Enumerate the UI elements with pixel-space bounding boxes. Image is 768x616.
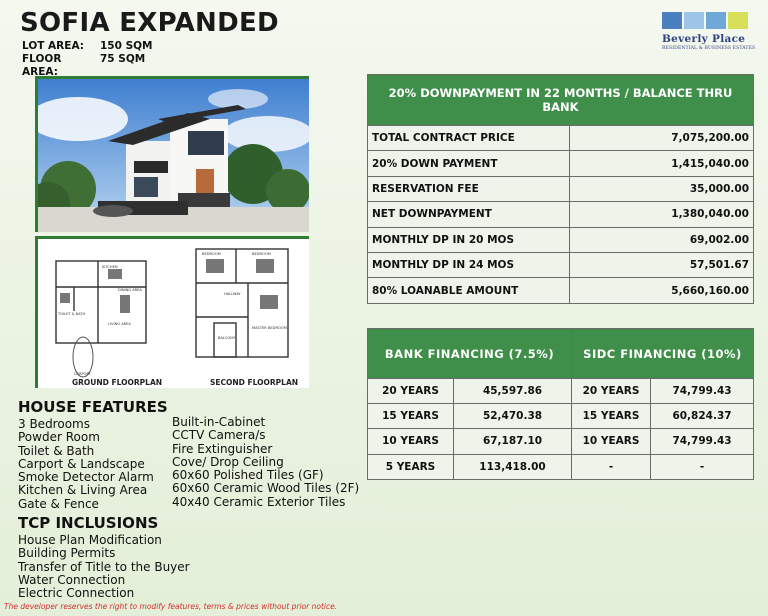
row-label: MONTHLY DP IN 24 MOS xyxy=(368,252,570,277)
floorplan-panel xyxy=(35,236,309,388)
feature-item: Cove/ Drop Ceiling xyxy=(172,454,284,469)
tcp-item: Building Permits xyxy=(18,546,116,561)
table-row xyxy=(368,176,754,201)
sidc-financing-header: SIDC FINANCING (10%) xyxy=(572,329,754,379)
feature-item: Smoke Detector Alarm xyxy=(18,470,154,485)
feature-item: 40x40 Ceramic Exterior Tiles xyxy=(172,494,346,509)
sidc-term: 10 YEARS xyxy=(572,429,651,454)
lot-area-label: LOT AREA: xyxy=(22,40,84,52)
row-value: 5,660,160.00 xyxy=(570,278,754,303)
feature-item: 3 Bedrooms xyxy=(18,417,90,431)
feature-item: Kitchen & Living Area xyxy=(18,483,148,498)
sidc-term: - xyxy=(572,454,651,479)
room-label: CARPORT xyxy=(74,372,91,376)
feature-item: 60x60 Polished Tiles (GF) xyxy=(172,468,324,483)
row-label: TOTAL CONTRACT PRICE xyxy=(368,126,570,151)
logo-tile xyxy=(728,12,748,29)
house-illustration xyxy=(38,79,309,232)
table-row xyxy=(368,151,754,176)
house-features-heading: HOUSE FEATURES xyxy=(18,398,168,416)
house-photo xyxy=(35,76,309,232)
room-label: BALCONY xyxy=(218,336,236,340)
table-row xyxy=(368,126,754,151)
bank-amount: 52,470.38 xyxy=(454,404,572,429)
table-row xyxy=(368,404,754,429)
bank-term: 10 YEARS xyxy=(368,429,454,454)
bank-financing-header: BANK FINANCING (7.5%) xyxy=(368,329,572,379)
lot-area-value: 150 SQM xyxy=(100,40,153,52)
row-label: MONTHLY DP IN 20 MOS xyxy=(368,227,570,252)
bank-amount: 113,418.00 xyxy=(454,454,572,479)
page-title: SOFIA EXPANDED xyxy=(20,8,279,38)
floor-area-value: 75 SQM xyxy=(100,53,146,65)
logo-tile xyxy=(662,12,682,29)
row-label: RESERVATION FEE xyxy=(368,176,570,201)
sidc-amount: 74,799.43 xyxy=(651,379,754,404)
area-info xyxy=(22,40,153,79)
row-value: 69,002.00 xyxy=(570,227,754,252)
bank-term: 20 YEARS xyxy=(368,379,454,404)
feature-item: CCTV Camera/s xyxy=(172,428,266,443)
floorplan-drawing xyxy=(38,239,309,388)
sidc-amount: - xyxy=(651,454,754,479)
table-row xyxy=(368,379,754,404)
features-left-list xyxy=(18,418,154,511)
tcp-item: Electric Connection xyxy=(18,586,135,601)
beverly-place-logo xyxy=(662,12,754,60)
row-value: 7,075,200.00 xyxy=(570,126,754,151)
disclaimer-note: The developer reserves the right to modify features, terms & prices without prior notice. xyxy=(4,602,338,611)
bank-term: 5 YEARS xyxy=(368,454,454,479)
table-row xyxy=(368,278,754,303)
bank-amount: 67,187.10 xyxy=(454,429,572,454)
feature-item: Powder Room xyxy=(18,430,100,445)
table-row xyxy=(368,429,754,454)
features-right-list xyxy=(172,416,359,509)
logo-name: Beverly Place xyxy=(662,33,746,45)
sidc-term: 20 YEARS xyxy=(572,379,651,404)
tcp-item: Transfer of Title to the Buyer xyxy=(18,559,190,574)
logo-tiles xyxy=(662,12,754,29)
tcp-item: House Plan Modification xyxy=(18,533,162,547)
ground-floorplan-label: GROUND FLOORPLAN xyxy=(72,378,163,387)
financing-table xyxy=(367,328,754,480)
room-label: TOILET & BATH xyxy=(58,312,86,316)
tcp-inclusions-heading: TCP INCLUSIONS xyxy=(18,514,159,532)
sidc-amount: 74,799.43 xyxy=(651,429,754,454)
row-value: 1,415,040.00 xyxy=(570,151,754,176)
table-row xyxy=(368,252,754,277)
row-label: NET DOWNPAYMENT xyxy=(368,202,570,227)
bank-term: 15 YEARS xyxy=(368,404,454,429)
room-label: BEDROOM xyxy=(202,252,221,256)
room-label: BEDROOM xyxy=(252,252,271,256)
sidc-term: 15 YEARS xyxy=(572,404,651,429)
row-label: 80% LOANABLE AMOUNT xyxy=(368,278,570,303)
feature-item: Carport & Landscape xyxy=(18,456,145,471)
row-value: 35,000.00 xyxy=(570,176,754,201)
room-label: KITCHEN xyxy=(102,265,118,269)
logo-tile xyxy=(706,12,726,29)
table-row xyxy=(368,454,754,479)
logo-tile xyxy=(684,12,704,29)
row-value: 1,380,040.00 xyxy=(570,202,754,227)
bank-amount: 45,597.86 xyxy=(454,379,572,404)
feature-item: 60x60 Ceramic Wood Tiles (2F) xyxy=(172,481,360,496)
feature-item: Gate & Fence xyxy=(18,496,99,511)
room-label: LIVING AREA xyxy=(108,322,131,326)
table-row xyxy=(368,202,754,227)
tcp-inclusions-list xyxy=(18,534,190,600)
sidc-amount: 60,824.37 xyxy=(651,404,754,429)
price-table-header: 20% DOWNPAYMENT IN 22 MONTHS / BALANCE THRU BANK xyxy=(368,75,754,126)
room-label: DINING AREA xyxy=(118,288,142,292)
floor-area-label: FLOOR AREA: xyxy=(22,53,62,78)
row-label: 20% DOWN PAYMENT xyxy=(368,151,570,176)
room-label: HALLWAY xyxy=(224,292,241,296)
table-row xyxy=(368,227,754,252)
room-label: MASTER BEDROOM xyxy=(252,326,287,330)
logo-subtitle: RESIDENTIAL & BUSINESS ESTATES xyxy=(662,46,756,51)
feature-item: Toilet & Bath xyxy=(18,443,95,458)
feature-item: Built-in-Cabinet xyxy=(172,415,266,429)
price-computation-table xyxy=(367,74,754,304)
row-value: 57,501.67 xyxy=(570,252,754,277)
second-floorplan-label: SECOND FLOORPLAN xyxy=(210,378,299,387)
tcp-item: Water Connection xyxy=(18,572,126,587)
feature-item: Fire Extinguisher xyxy=(172,441,273,456)
